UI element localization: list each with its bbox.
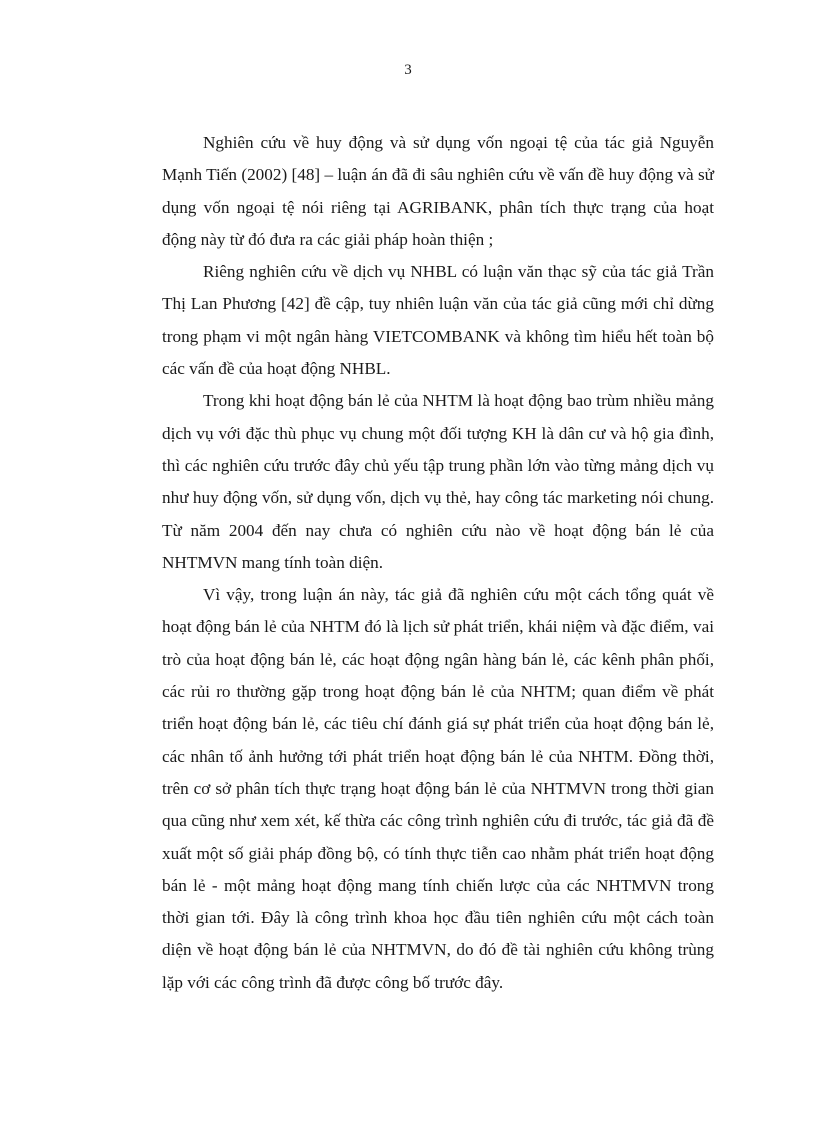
paragraph-3: Trong khi hoạt động bán lẻ của NHTM là hoạt động bao trùm nhiều mảng dịch vụ với đặc thù phục vụ chung một đối tượng KH là dân cư và hộ gia đình, thì các nghiên cứu trước đây chủ yếu tập trung phần lớn vào từng mảng dịch vụ như huy động vốn, sử dụng vốn, dịch vụ thẻ, hay công tác marketing nói chung. Từ năm 2004 đến nay chưa có nghiên cứu nào về hoạt động bán lẻ của NHTMVN mang tính toàn diện.	[162, 391, 714, 572]
body-text	[162, 127, 714, 999]
paragraph-2: Riêng nghiên cứu về dịch vụ NHBL có luận văn thạc sỹ của tác giả Trần Thị Lan Phương [42] đề cập, tuy nhiên luận văn của tác giả cũng mới chỉ dừng trong phạm vi một ngân hàng VIETCOMBANK và không tìm hiểu hết toàn bộ các vấn đề của hoạt động NHBL.	[162, 262, 714, 379]
paragraph-4: Vì vậy, trong luận án này, tác giả đã nghiên cứu một cách tổng quát về hoạt động bán lẻ của NHTM đó là lịch sử phát triển, khái niệm và đặc điểm, vai trò của hoạt động bán lẻ, các hoạt động ngân hàng bán lẻ, các kênh phân phối, các rủi ro thường gặp trong hoạt động bán lẻ của NHTM; quan điểm về phát triển hoạt động bán lẻ, các tiêu chí đánh giá sự phát triển của hoạt động bán lẻ, các nhân tố ảnh hưởng tới phát triển hoạt động bán lẻ của NHTM. Đồng thời, trên cơ sở phân tích thực trạng hoạt động bán lẻ của NHTMVN trong thời gian qua cũng như xem xét, kế thừa các công trình nghiên cứu đi trước, tác giả đã đề xuất một số giải pháp đồng bộ, có tính thực tiễn cao nhằm phát triển hoạt động bán lẻ - một mảng hoạt động mang tính chiến lược của các NHTMVN trong thời gian tới. Đây là công trình khoa học đầu tiên nghiên cứu một cách toàn diện về hoạt động bán lẻ của NHTMVN, do đó đề tài nghiên cứu không trùng lặp với các công trình đã được công bố trước đây.	[162, 585, 714, 992]
page-number: 3	[404, 62, 412, 78]
paragraph-1: Nghiên cứu về huy động và sử dụng vốn ngoại tệ của tác giả Nguyễn Mạnh Tiến (2002) [48] – luận án đã đi sâu nghiên cứu về vấn đề huy động và sử dụng vốn ngoại tệ nói riêng tại AGRIBANK, phân tích thực trạng của hoạt động này từ đó đưa ra các giải pháp hoàn thiện ;	[162, 133, 714, 249]
